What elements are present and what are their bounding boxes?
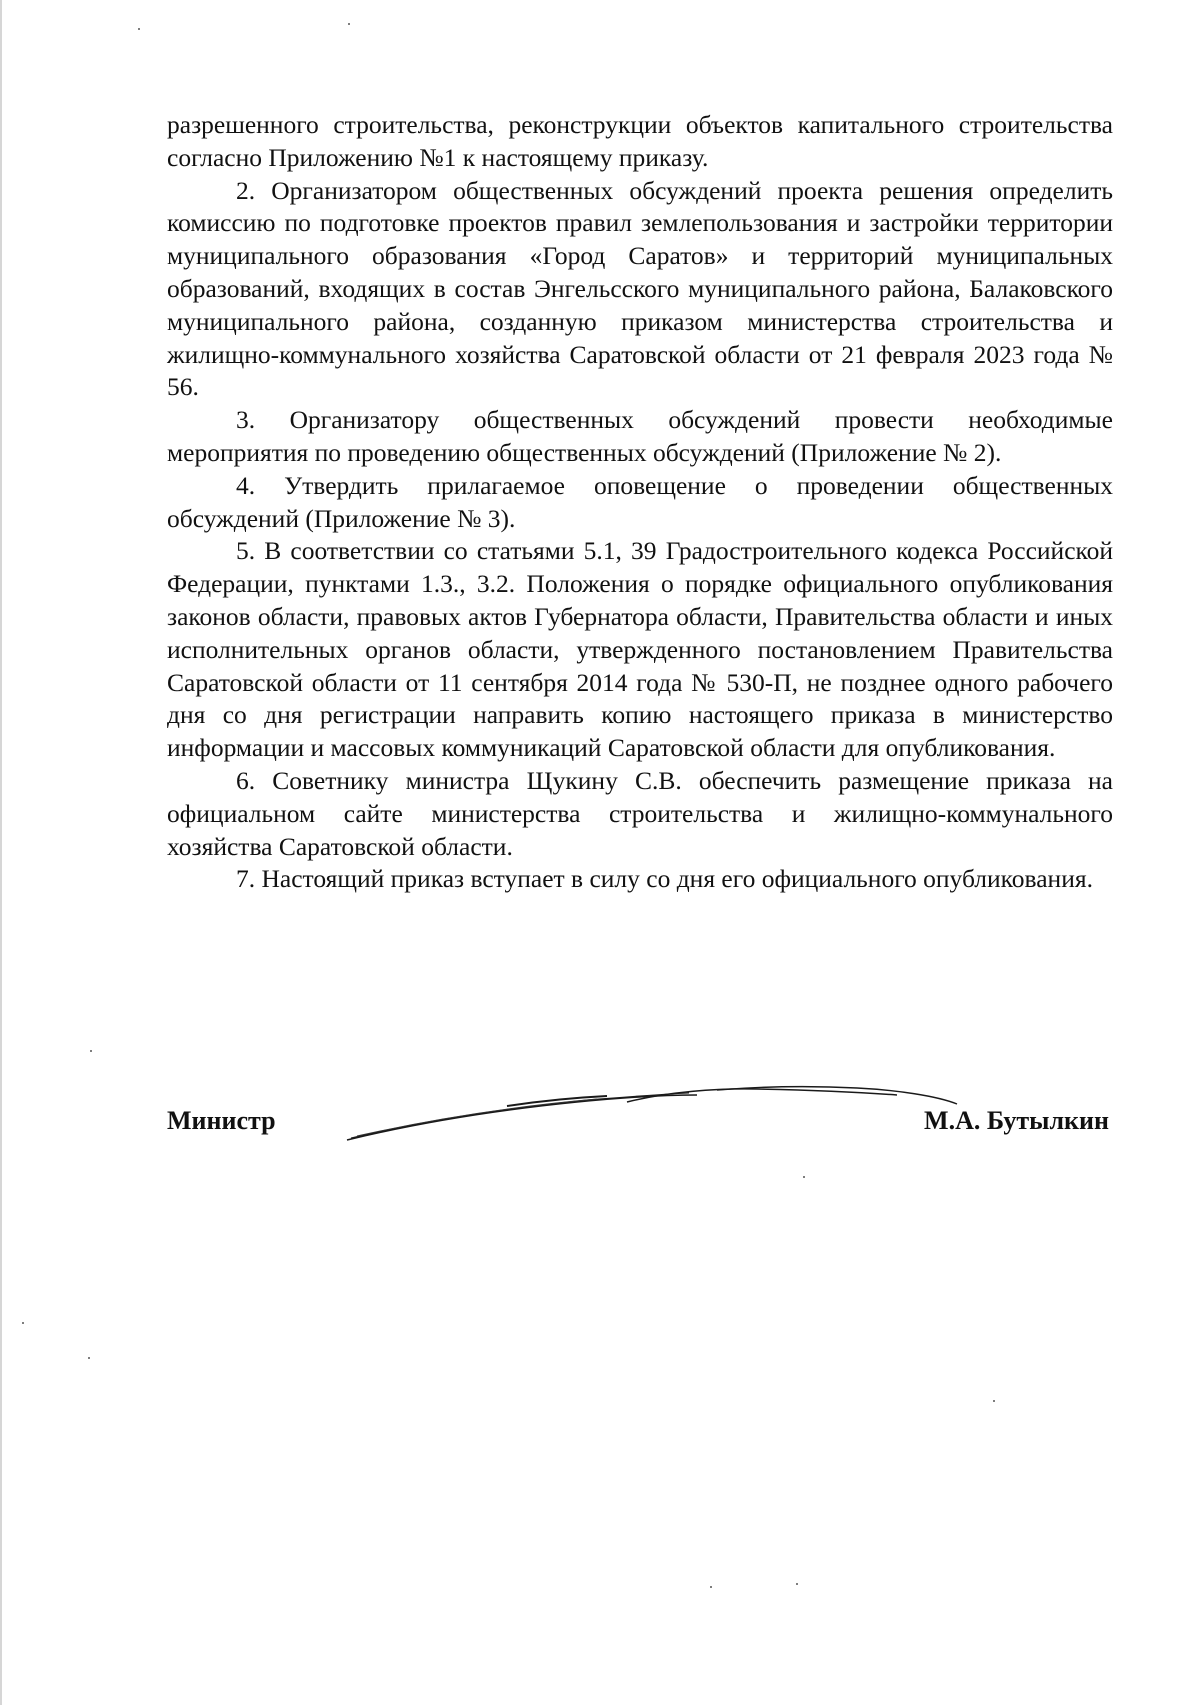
signatory-name: М.А. Бутылкин (924, 1106, 1109, 1135)
scan-speck (90, 1050, 92, 1052)
paragraph-item-4: 4. Утвердить прилагаемое оповещение о проведении общественных обсуждений (Приложение № 3). (167, 470, 1113, 533)
signature-block (167, 1098, 1113, 1158)
scan-speck (803, 1176, 805, 1178)
paragraph-continuation: разрешенного строительства, реконструкции объектов капитального строительства согласно Приложению №1 к настоящему приказу. (167, 110, 1113, 172)
scan-edge (0, 0, 2, 1705)
scan-speck (138, 28, 140, 30)
paragraph-item-3: 3. Организатору общественных обсуждений провести необходимые мероприятия по проведению общественных обсуждений (Приложение № 2). (167, 405, 1113, 467)
paragraph-item-6: 6. Советнику министра Щукину С.В. обеспечить размещение приказа на официальном сайте министерства строительства и жилищно-коммунального хозяйства Саратовской области. (167, 765, 1113, 861)
document-body (167, 109, 1113, 896)
scan-speck (993, 1400, 995, 1402)
signatory-title: Министр (167, 1106, 276, 1135)
scan-speck (348, 23, 350, 25)
paragraph-item-5: 5. В соответствии со статьями 5.1, 39 Градостроительного кодекса Российской Федерации, пунктами 1.3., 3.2. Положения о порядке официального опубликования законов области, правовых актов Губернатора области, Правительства области и иных исполнительных органов области, утвержденного постановлением Правительства Саратовской области от 11 сентября 2014 года № 530-П, не позднее одного рабочего дня со дня регистрации направить копию настоящего приказа в министерство информации и массовых коммуникаций Саратовской области для опубликования. (167, 536, 1113, 763)
paragraph-item-7: 7. Настоящий приказ вступает в силу со дня его официального опубликования. (236, 864, 1093, 894)
scan-speck (710, 1586, 712, 1588)
scan-speck (22, 1322, 24, 1324)
scan-speck (796, 1583, 798, 1585)
scan-speck (88, 1357, 90, 1359)
paragraph-item-2: 2. Организатором общественных обсуждений проекта решения определить комиссию по подготовке проектов правил землепользования и застройки территории муниципального образования «Город Саратов» и территорий муниципальных образований, входящих в состав Энгельсского муниципального района, Балаковского муниципального района, созданную приказом министерства строительства и жилищно-коммунального хозяйства Саратовской области от 21 февраля 2023 года № 56. (167, 175, 1113, 402)
